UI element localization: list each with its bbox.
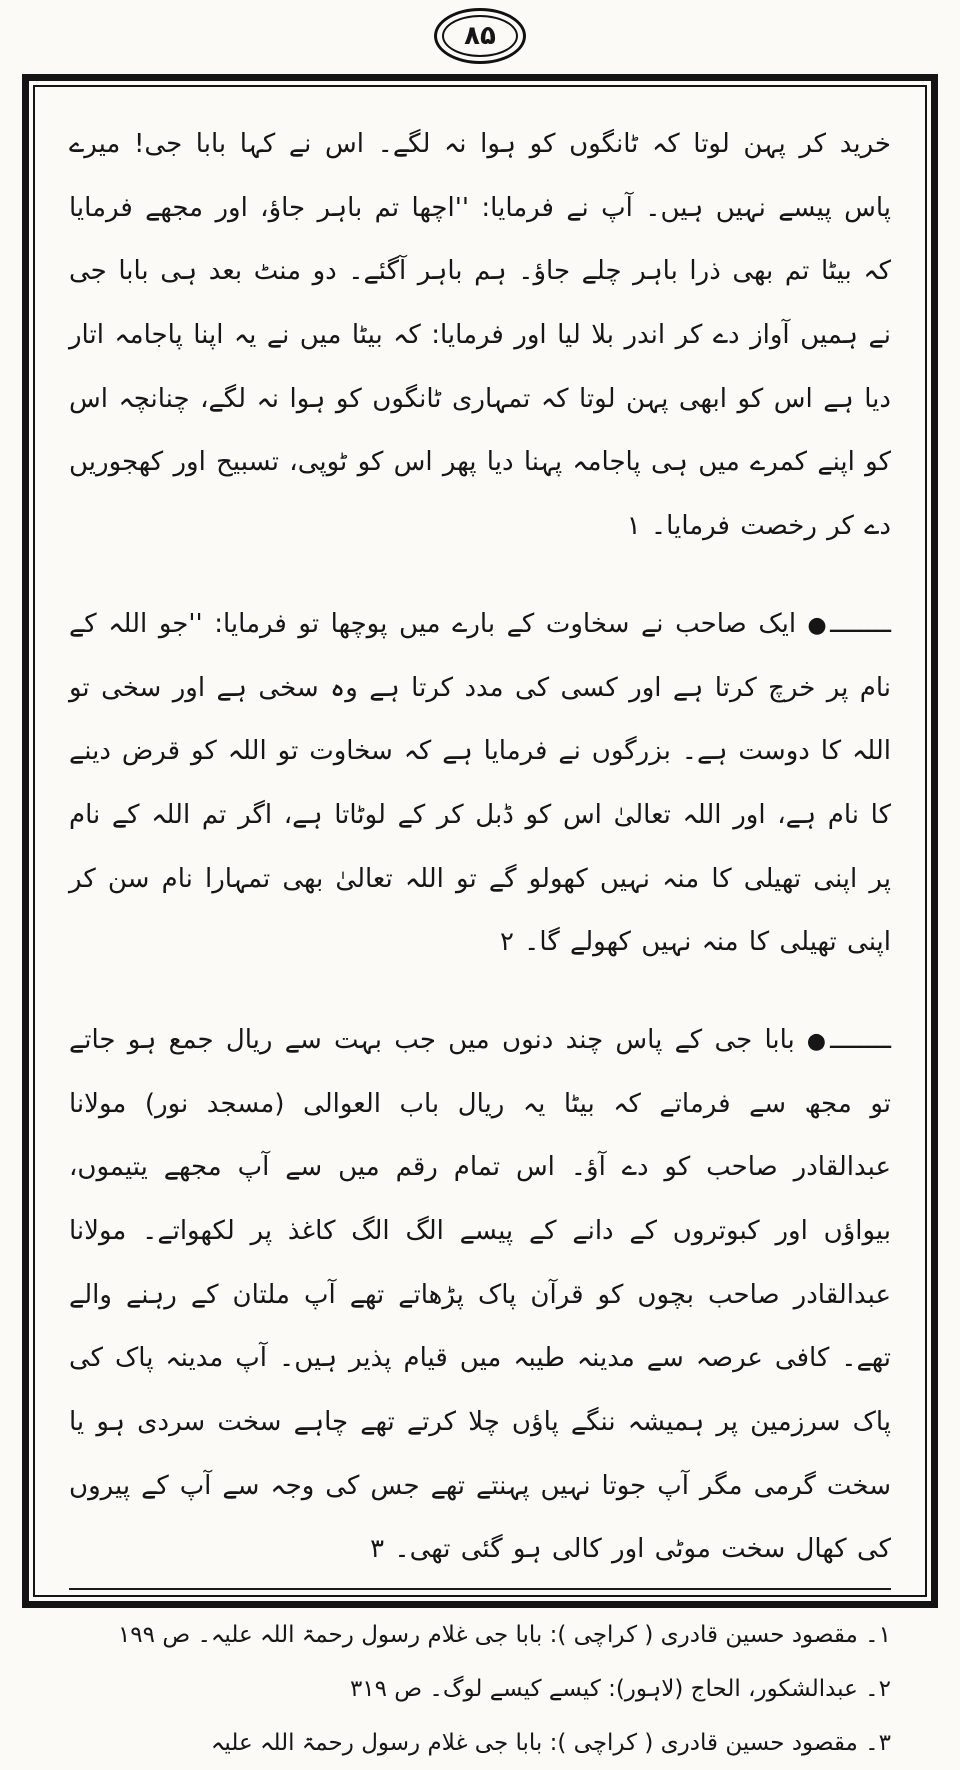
bullet-paragraph-1 — [69, 593, 891, 975]
footnote-1: ۱۔ مقصود حسین قادری ( کراچی ): بابا جی غلام رسول رحمۃ اللہ علیہ۔ ص ۱۹۹ — [117, 1622, 891, 1649]
bullet-dash: ــــــــ — [830, 1024, 891, 1055]
opening-paragraph: خرید کر پہن لوتا کہ ٹانگوں کو ہوا نہ لگے۔ اس نے کہا بابا جی! میرے پاس پیسے نہیں ہیں۔ آپ نے فرمایا: ''اچھا تم باہر جاؤ، اور مجھے فرمایا کہ بیٹا تم بھی ذرا باہر چلے جاؤ۔ ہم باہر آگئے۔ دو منٹ بعد ہی بابا جی نے ہمیں آواز دے کر اندر بلا لیا اور فرمایا: کہ بیٹا میں نے یہ اپنا پاجامہ اتار دیا ہے اس کو ابھی پہن لوتا کہ تمہاری ٹانگوں کو ہوا نہ لگے، چنانچہ اس کو اپنے کمرے میں ہی پاجامہ پہنا دیا پھر اس کو ٹوپی، تسبیح اور کھجوریں دے کر رخصت فرمایا۔ ۱ — [69, 129, 891, 542]
footnote-divider — [69, 1588, 891, 1590]
footnote-2: ۲۔ عبدالشکور، الحاج (لاہور): کیسے کیسے لوگ۔ ص ۳۱۹ — [349, 1676, 891, 1703]
page-number: ۸۵ — [442, 15, 518, 57]
page-number-badge — [434, 8, 526, 64]
bullet-paragraph-2 — [69, 1009, 891, 1582]
bullet-dash: ــــــــ — [830, 608, 891, 639]
content-area — [33, 85, 927, 1757]
bullet-icon: ● — [804, 1027, 829, 1054]
footnote-3: ۳۔ مقصود حسین قادری ( کراچی ): بابا جی غلام رسول رحمۃ اللہ علیہ — [210, 1730, 891, 1757]
paragraph-text: ایک صاحب نے سخاوت کے بارے میں پوچھا تو فرمایا: ''جو اللہ کے نام پر خرچ کرتا ہے اور کسی کی مدد کرتا ہے وہ سخی ہے اور سخی تو اللہ کا دوست ہے۔ بزرگوں نے فرمایا ہے کہ سخاوت تو اللہ کو قرض دینے کا نام ہے، اور اللہ تعالیٰ اس کو ڈبل کر کے لوٹاتا ہے، اگر تم اللہ کے نام پر اپنی تھیلی کا منہ نہیں کھولو گے تو اللہ تعالیٰ بھی تمہارا نام سن کر اپنی تھیلی کا منہ نہیں کھولے گا۔ ۲ — [69, 608, 891, 958]
bullet-icon: ● — [806, 611, 829, 638]
content-frame — [22, 74, 938, 1757]
paragraph-text: بابا جی کے پاس چند دنوں میں جب بہت سے ریال جمع ہو جاتے تو مجھ سے فرماتے کہ بیٹا یہ ریال باب العوالی (مسجد نور) مولانا عبدالقادر صاحب کو دے آؤ۔ اس تمام رقم میں سے آپ مجھے یتیموں، بیواؤں اور کبوتروں کے دانے کے پیسے الگ الگ کاغذ پر لکھواتے۔ مولانا عبدالقادر صاحب بچوں کو قرآن پاک پڑھاتے تھے آپ ملتان کے رہنے والے تھے۔ کافی عرصہ سے مدینہ طیبہ میں قیام پذیر ہیں۔ آپ مدینہ پاک کی پاک سرزمین پر ہمیشہ ننگے پاؤں چلا کرتے تھے چاہے سخت سردی ہو یا سخت گرمی مگر آپ جوتا نہیں پہنتے تھے جس کی وجہ سے آپ کے پیروں کی کھال سخت موٹی اور کالی ہو گئی تھی۔ ۳ — [69, 1024, 891, 1565]
footnotes-section — [69, 1582, 891, 1770]
